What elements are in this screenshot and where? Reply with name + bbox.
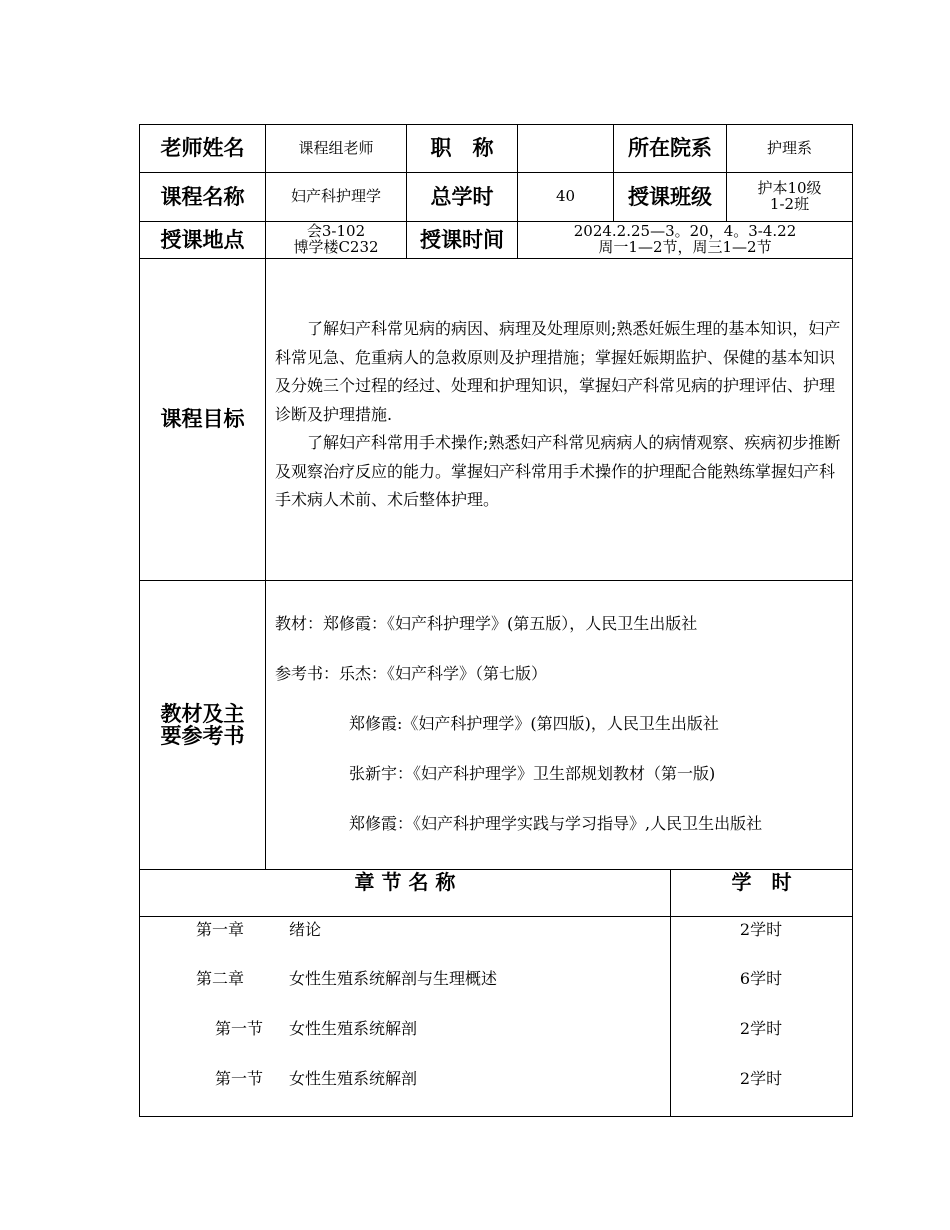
textbooks-label — [140, 581, 265, 869]
chapter-row-4-hours: 2学时 — [739, 1069, 783, 1088]
location-value — [266, 222, 406, 258]
reference-entry-4: 郑修霞：《妇产科护理学实践与学习指导》,人民卫生出版社 — [349, 814, 763, 833]
job-title-value — [518, 125, 613, 172]
teacher-name-label: 老师姓名 — [160, 136, 245, 161]
textbooks-label-line1: 教材及主 — [160, 701, 245, 726]
department-label: 所在院系 — [628, 136, 712, 161]
department-value: 护理系 — [766, 138, 812, 157]
location-label: 授课地点 — [160, 227, 245, 252]
course-goals-paragraph-1: 了解妇产科常见病的病因、病理及处理原则;熟悉妊娠生理的基本知识，妇产科常见急、危重病人的急救原则及护理措施；掌握妊娠期监护、保健的基本知识及分娩三个过程的经过、处理和护理知识，掌握妇产科常见病的护理评估、护理诊断及护理措施. — [275, 319, 841, 424]
chapter-row-1-number: 第一章 — [196, 920, 245, 939]
course-goals-label: 课程目标 — [160, 407, 245, 432]
chapter-name-header: 章 节 名 称 — [354, 869, 456, 894]
table-border-bottom — [139, 1116, 853, 1117]
course-name-value: 妇产科护理学 — [290, 187, 381, 206]
location-value-line2: 博学楼C232 — [293, 238, 379, 256]
chapter-row-3-hours: 2学时 — [739, 1019, 783, 1038]
reference-entry-2: 郑修霞:《妇产科护理学》(第四版)，人民卫生出版社 — [349, 714, 719, 733]
chapter-row-2-hours: 6学时 — [739, 969, 783, 988]
course-name-label: 课程名称 — [160, 184, 245, 209]
chapter-hours-header: 学 时 — [731, 869, 792, 894]
textbook-entry: 教材：郑修霞：《妇产科护理学》(第五版），人民卫生出版社 — [275, 614, 698, 633]
reference-entry-3: 张新宇：《妇产科护理学》卫生部规划教材（第一版) — [349, 764, 716, 783]
schedule-value-line1: 2024.2.25—3。20，4。3-4.22 — [573, 222, 797, 241]
total-hours-label: 总学时 — [430, 184, 494, 209]
chapter-row-3-number: 第一节 — [215, 1019, 264, 1038]
job-title-label: 职 称 — [430, 136, 494, 161]
total-hours-value: 40 — [555, 187, 576, 206]
chapter-row-2-title: 女性生殖系统解剖与生理概述 — [289, 969, 498, 988]
class-value — [727, 173, 852, 221]
schedule-value-line2: 周一1—2节，周三1—2节 — [598, 238, 772, 256]
chapter-row-1-title: 绪论 — [289, 920, 322, 939]
schedule-value — [518, 222, 852, 258]
location-value-line1: 会3-102 — [306, 222, 366, 241]
chapter-row-2-number: 第二章 — [196, 969, 245, 988]
class-label: 授课班级 — [628, 184, 712, 209]
course-goals-paragraph-2: 了解妇产科常用手术操作;熟悉妇产科常见病病人的病情观察、疾病初步推断及观察治疗反应的能力。掌握妇产科常用手术操作的护理配合能熟练掌握妇产科手术病人术前、术后整体护理。 — [275, 433, 841, 509]
chapter-row-4-title: 女性生殖系统解剖 — [289, 1069, 418, 1088]
chapter-row-1-hours: 2学时 — [739, 920, 783, 939]
reference-entry-1: 参考书：乐杰：《妇产科学》（第七版） — [275, 664, 548, 683]
chapter-row-4-number: 第一节 — [215, 1069, 264, 1088]
teacher-name-value: 课程组老师 — [298, 138, 374, 157]
chapter-row-3-title: 女性生殖系统解剖 — [289, 1019, 418, 1038]
schedule-label: 授课时间 — [420, 227, 504, 252]
class-value-line2: 1-2班 — [769, 195, 810, 213]
textbooks-label-line2: 要参考书 — [160, 724, 245, 748]
table-border-right — [852, 124, 853, 1117]
class-value-line1: 护本10级 — [757, 179, 822, 198]
